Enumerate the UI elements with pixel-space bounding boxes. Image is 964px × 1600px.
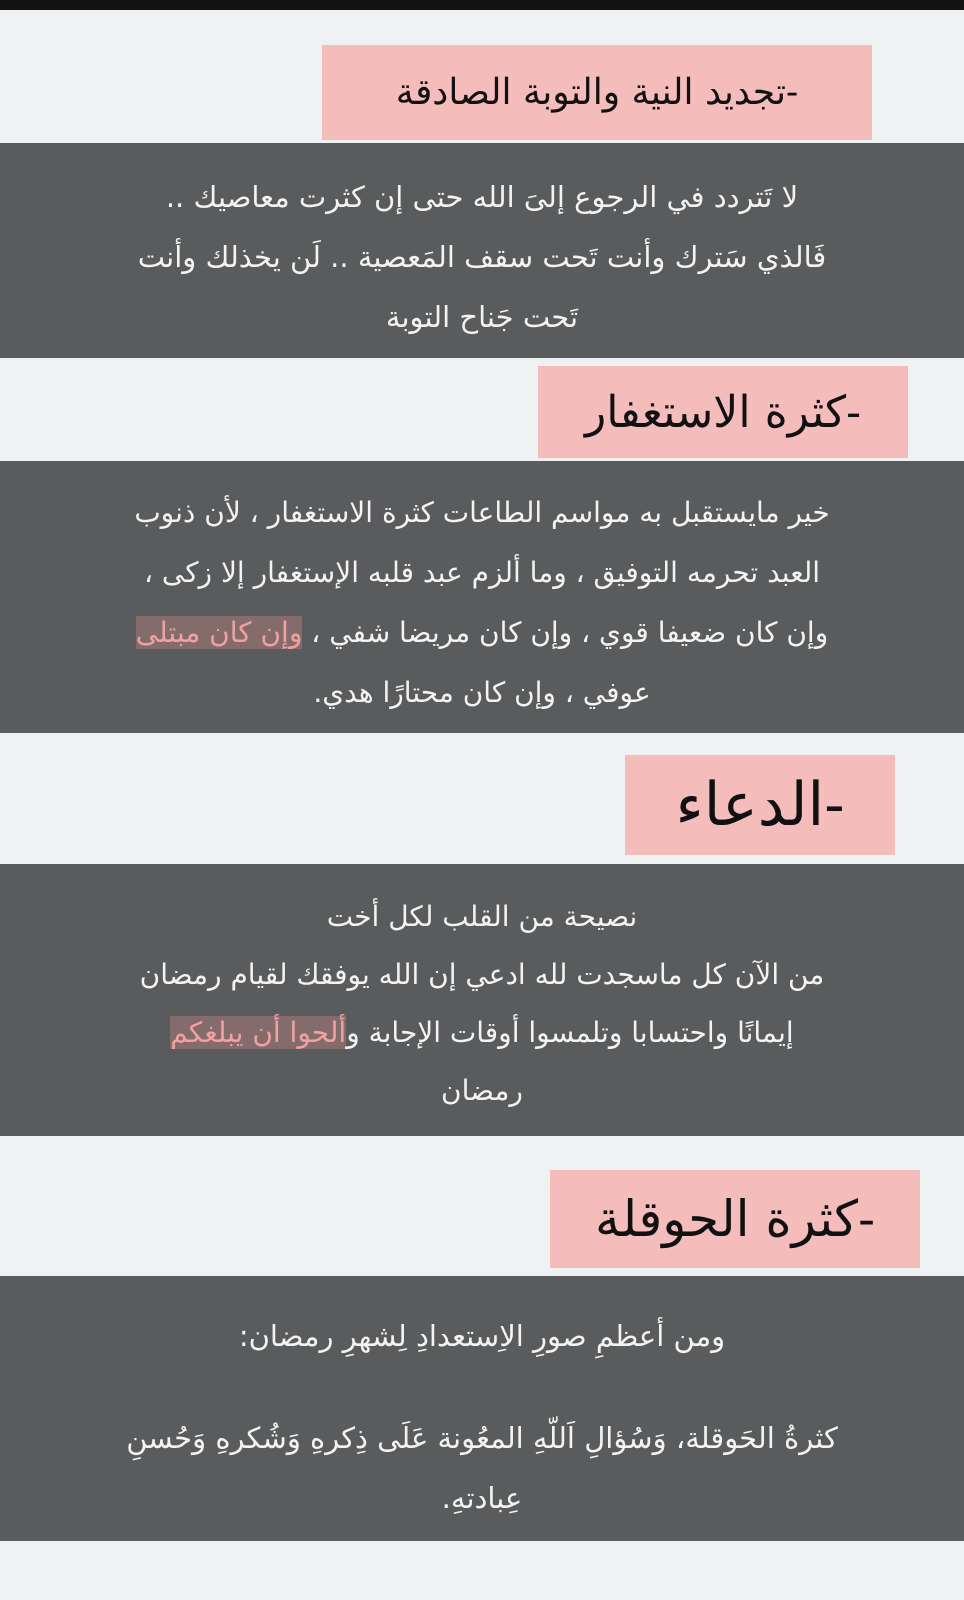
section-2-line-1: خير مايستقبل به مواسم الطاعات كثرة الاستغفار ، لأن ذنوب [134,496,830,529]
section-2-heading [538,366,908,458]
section-1-heading-wrap [322,45,872,140]
section-3-dash: - [824,770,845,840]
section-2-panel [0,461,964,733]
section-3-highlight: ألحوا أن يبلغكم [170,1016,347,1049]
section-2-line-3-text: وإن كان ضعيفا قوي ، وإن كان مريضا شفي ، [302,616,829,649]
section-2-heading-wrap [538,366,908,458]
section-4-dash: - [858,1190,875,1248]
section-3-line-3 [0,1004,964,1062]
section-4-panel [0,1276,964,1541]
section-4-line-1: ومن أعظمِ صورِ الاِستعدادِ لِشهرِ رمضان: [238,1319,726,1353]
section-3-line-4: رمضان [441,1074,523,1107]
section-3-heading [625,755,895,855]
section-3-line-2: من الآن كل ماسجدت لله ادعي إن الله يوفقك لقيام رمضان [139,958,825,991]
section-4-heading-text: كثرة الحوقلة [595,1190,859,1248]
section-4-heading-wrap [550,1170,920,1268]
section-1-heading [322,45,872,140]
section-3-line-3-text: إيمانًا واحتسابا وتلمسوا أوقات الإجابة و [346,1016,794,1049]
section-4-line-3: عِبادتهِ. [441,1481,523,1515]
section-4-heading [550,1170,920,1268]
section-2-heading-text: كثرة الاستغفار [584,386,847,438]
section-3-heading-wrap [625,755,895,855]
section-2-dash: - [846,386,862,438]
section-2-line-2: العبد تحرمه التوفيق ، وما ألزم عبد قلبه الإستغفار إلا زكى ، [143,556,821,589]
section-1-panel [0,143,964,358]
section-4-line-2: كثرةُ الحَوقلة، وَسُؤالِ اَللّهِ المعُونة عَلَى ذِكرهِ وَشُكرهِ وَحُسنِ [126,1421,838,1455]
section-1-heading-text: تجديد النية والتوبة الصادقة [395,72,787,113]
section-2-line-3 [0,603,964,663]
section-1-line-1: لا تَتردد في الرجوع إلىَ الله حتى إن كثرت معاصيك .. [165,180,799,214]
section-3-heading-text: الدعاء [675,770,825,840]
section-1-line-3: تَحت جَناح التوبة [385,300,579,334]
section-2-highlight: وإن كان مبتلى [135,616,303,649]
section-1-dash: - [786,72,799,113]
section-3-panel [0,864,964,1136]
section-2-line-4: عوفي ، وإن كان محتارًا هدي. [313,676,651,709]
section-3-line-1: نصيحة من القلب لكل أخت [326,900,638,933]
top-strip [0,0,964,10]
section-1-line-2: فَالذي سَترك وأنت تَحت سقف المَعصية .. لَن يخذلك وأنت [137,240,827,274]
